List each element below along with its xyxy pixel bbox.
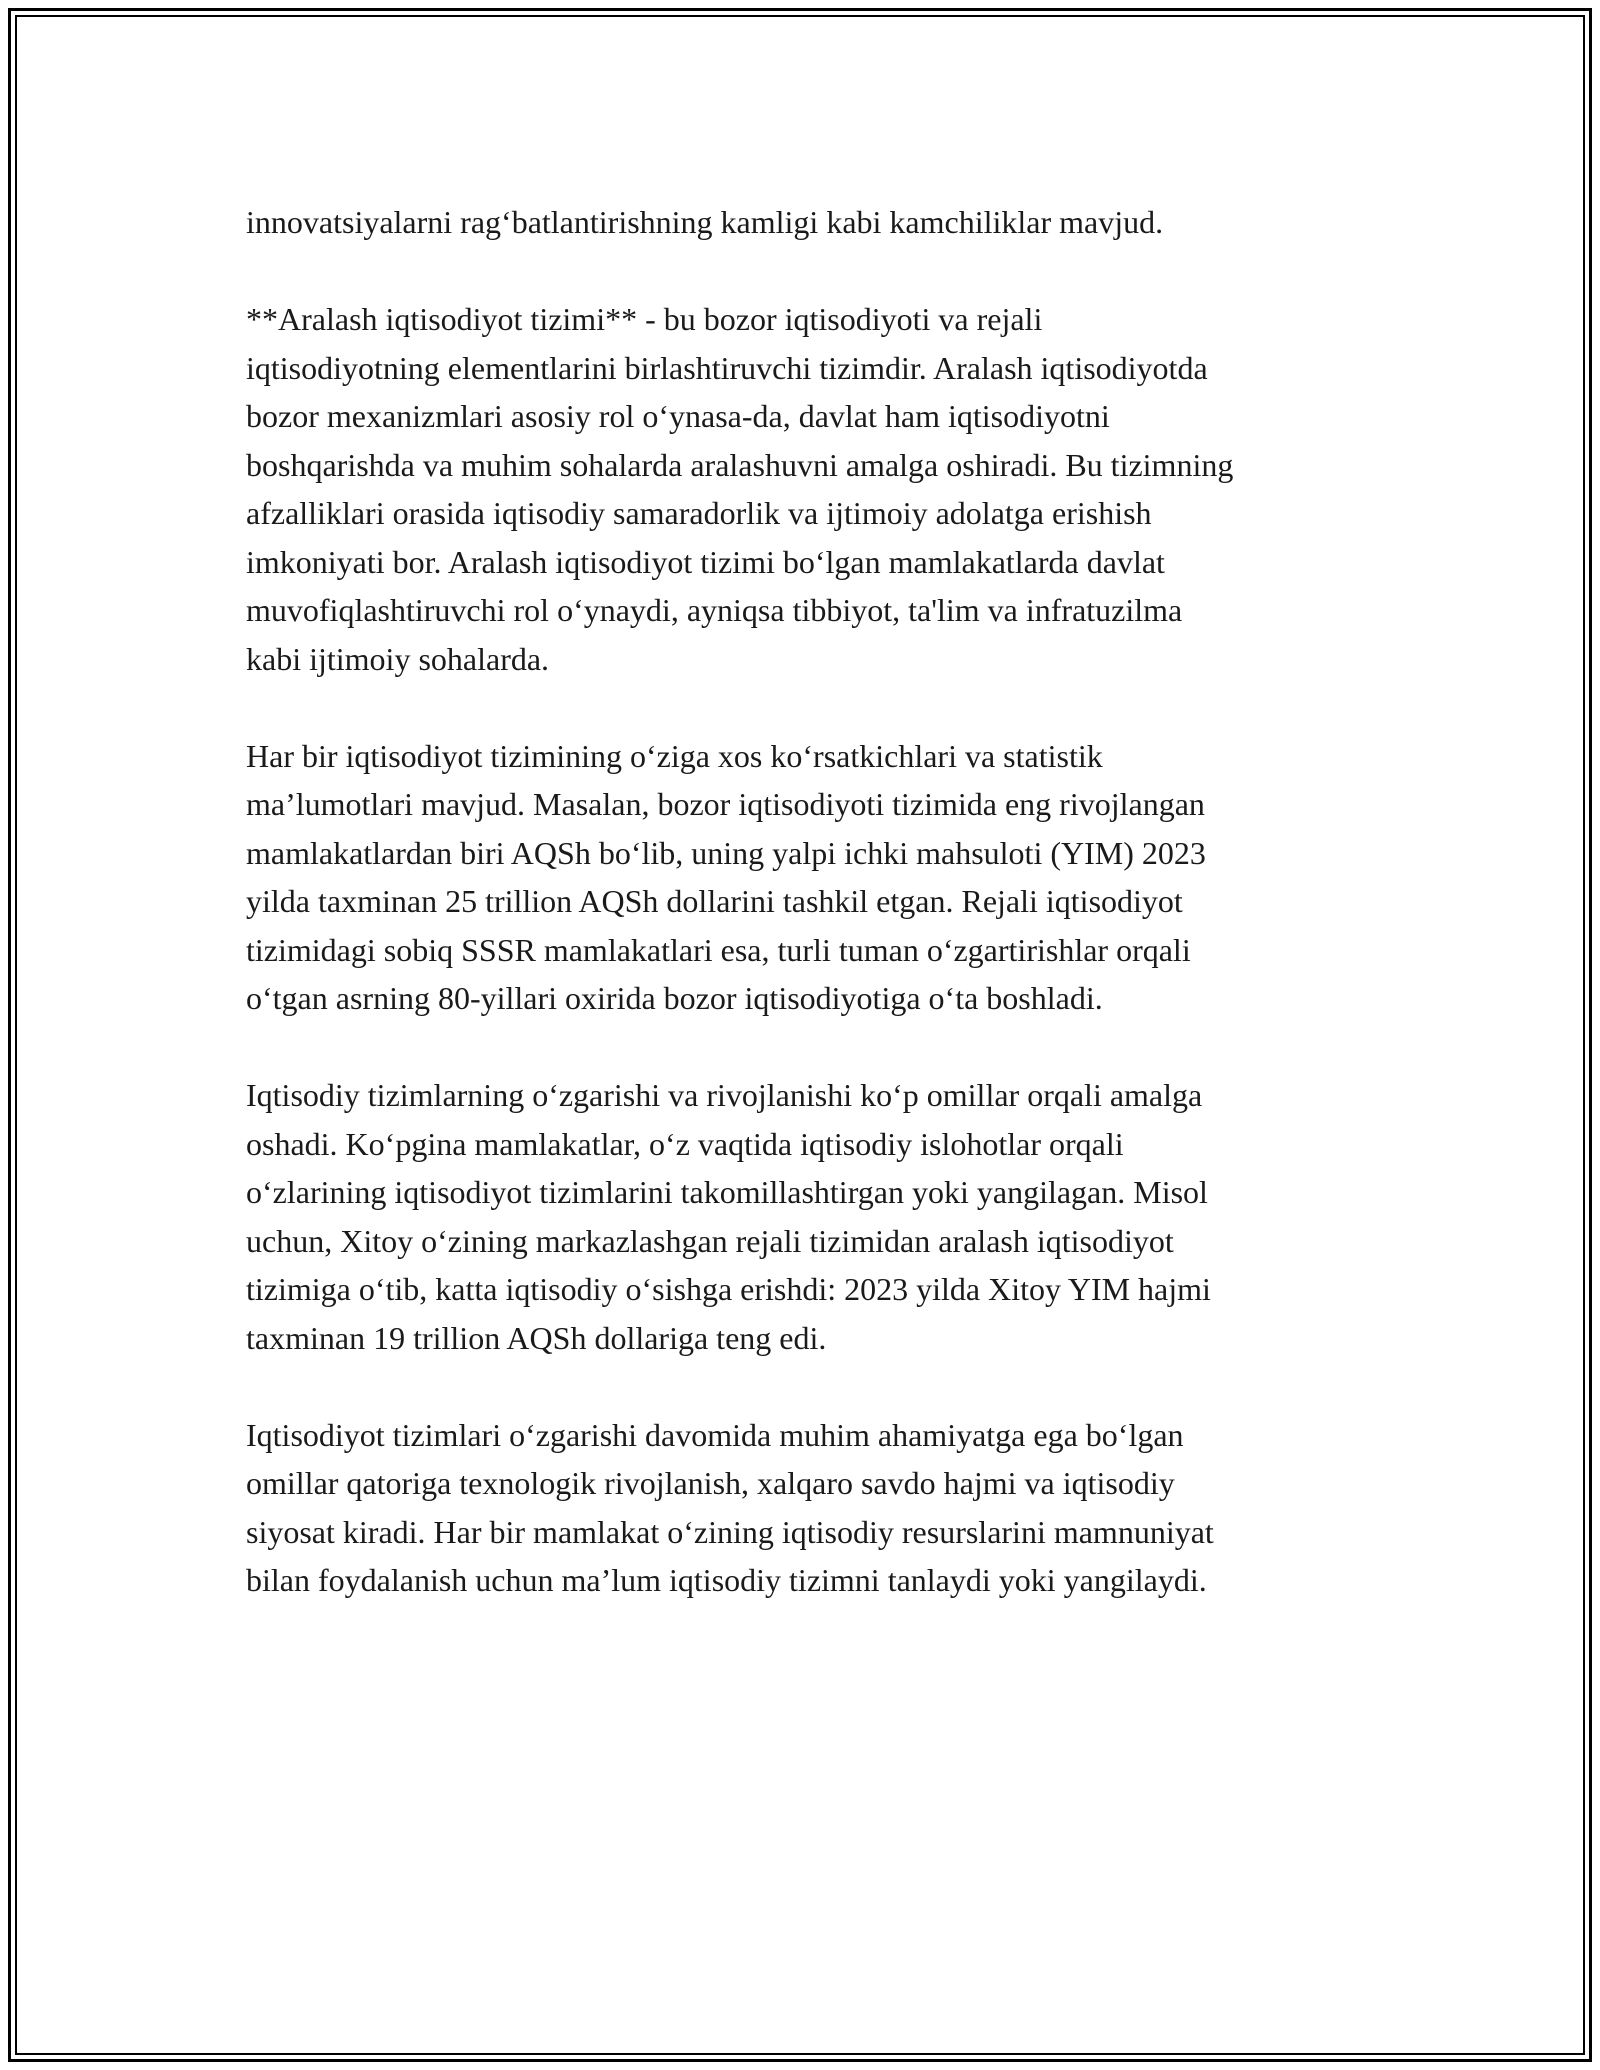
text-line: **Aralash iqtisodiyot tizimi** - bu bozor iqtisodiyoti va rejali bbox=[246, 301, 1043, 337]
text-line: omillar qatoriga texnologik rivojlanish, xalqaro savdo hajmi va iqtisodiy bbox=[246, 1465, 1175, 1501]
document-body bbox=[246, 198, 1386, 1653]
paragraph bbox=[246, 198, 1386, 247]
text-line: o‘zlarining iqtisodiyot tizimlarini takomillashtirgan yoki yangilagan. Misol bbox=[246, 1174, 1208, 1210]
text-line: mamlakatlardan biri AQSh bo‘lib, uning yalpi ichki mahsuloti (YIM) 2023 bbox=[246, 834, 1206, 871]
paragraph bbox=[246, 1071, 1386, 1362]
text-line: tizimidagi sobiq SSSR mamlakatlari esa, turli tuman o‘zgartirishlar orqali bbox=[246, 931, 1191, 968]
text-line: yilda taxminan 25 trillion AQSh dollarini tashkil etgan. Rejali iqtisodiyot bbox=[246, 883, 1183, 919]
paragraph bbox=[246, 295, 1386, 683]
text-line: Iqtisodiyot tizimlari o‘zgarishi davomida muhim ahamiyatga ega bo‘lgan bbox=[246, 1416, 1184, 1453]
text-line: ma’lumotlari mavjud. Masalan, bozor iqtisodiyoti tizimida eng rivojlangan bbox=[246, 786, 1205, 822]
text-line: Har bir iqtisodiyot tizimining o‘ziga xos ko‘rsatkichlari va statistik bbox=[246, 737, 1103, 774]
text-line: innovatsiyalarni rag‘batlantirishning kamligi kabi kamchiliklar mavjud. bbox=[246, 204, 1164, 240]
text-line: uchun, Xitoy o‘zining markazlashgan rejali tizimidan aralash iqtisodiyot bbox=[246, 1222, 1174, 1259]
text-line: o‘tgan asrning 80-yillari oxirida bozor iqtisodiyotiga o‘ta boshladi. bbox=[246, 980, 1103, 1016]
text-line: bozor mexanizmlari asosiy rol o‘ynasa-da, davlat ham iqtisodiyotni bbox=[246, 398, 1110, 434]
text-line: kabi ijtimoiy sohalarda. bbox=[246, 640, 550, 677]
page-frame bbox=[8, 8, 1592, 2062]
text-line: bilan foydalanish uchun ma’lum iqtisodiy tizimni tanlaydi yoki yangilaydi. bbox=[246, 1562, 1207, 1598]
text-line: afzalliklari orasida iqtisodiy samaradorlik va ijtimoiy adolatga erishish bbox=[246, 495, 1152, 531]
text-line: tizimiga o‘tib, katta iqtisodiy o‘sishga erishdi: 2023 yilda Xitoy YIM hajmi bbox=[246, 1271, 1211, 1307]
text-line: boshqarishda va muhim sohalarda aralashuvni amalga oshiradi. Bu tizimning bbox=[246, 446, 1234, 483]
text-line: muvofiqlashtiruvchi rol o‘ynaydi, ayniqsa tibbiyot, ta'lim va infratuzilma bbox=[246, 592, 1183, 628]
text-line: taxminan 19 trillion AQSh dollariga teng edi. bbox=[246, 1319, 827, 1356]
text-line: imkoniyati bor. Aralash iqtisodiyot tizimi bo‘lgan mamlakatlarda davlat bbox=[246, 543, 1165, 580]
text-line: oshadi. Ko‘pgina mamlakatlar, o‘z vaqtida iqtisodiy islohotlar orqali bbox=[246, 1125, 1124, 1162]
paragraph bbox=[246, 1411, 1386, 1605]
paragraph bbox=[246, 732, 1386, 1023]
text-line: Iqtisodiy tizimlarning o‘zgarishi va rivojlanishi ko‘p omillar orqali amalga bbox=[246, 1077, 1203, 1113]
text-line: iqtisodiyotning elementlarini birlashtiruvchi tizimdir. Aralash iqtisodiyotda bbox=[246, 349, 1208, 386]
text-line: siyosat kiradi. Har bir mamlakat o‘zining iqtisodiy resurslarini mamnuniyat bbox=[246, 1513, 1214, 1550]
